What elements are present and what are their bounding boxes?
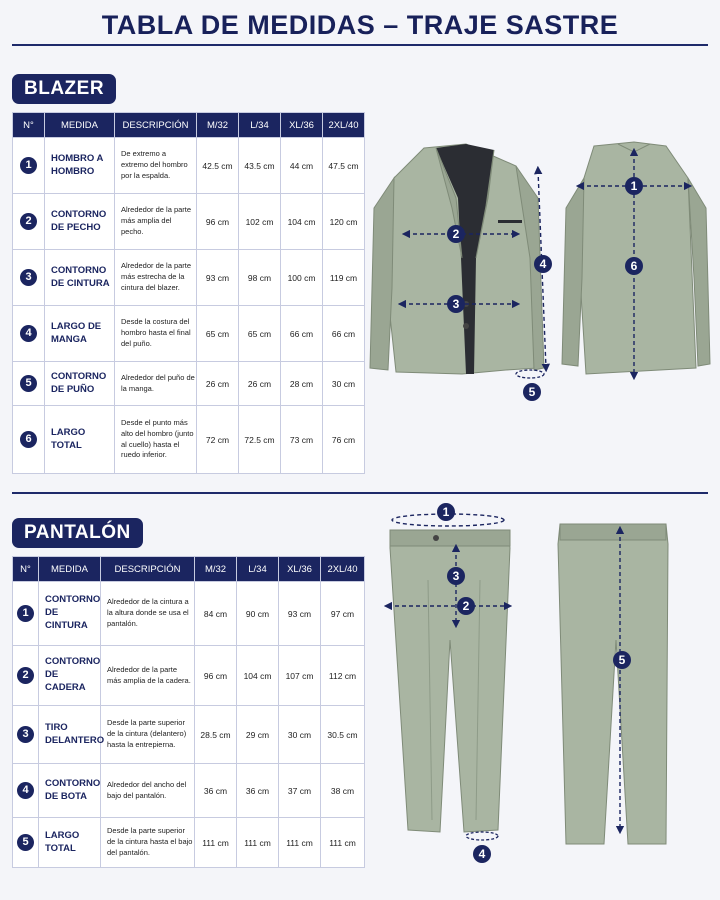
row-number-badge: 4 bbox=[20, 325, 37, 342]
header-number: N° bbox=[13, 557, 39, 582]
row-number-badge: 3 bbox=[20, 269, 37, 286]
header-size-m: M/32 bbox=[195, 557, 237, 582]
size-value: 72 cm bbox=[197, 406, 239, 474]
size-value: 112 cm bbox=[321, 646, 365, 706]
measure-name: CONTORNO DE BOTA bbox=[39, 764, 101, 818]
row-number-cell bbox=[13, 706, 39, 764]
pantalon-size-table bbox=[12, 556, 365, 868]
size-value: 42.5 cm bbox=[197, 138, 239, 194]
row-number-badge: 4 bbox=[17, 782, 34, 799]
size-value: 93 cm bbox=[197, 250, 239, 306]
table-row bbox=[13, 706, 365, 764]
pantalon-diagram bbox=[380, 500, 700, 870]
measure-name: LARGO TOTAL bbox=[45, 406, 115, 474]
size-value: 26 cm bbox=[197, 362, 239, 406]
measure-description: Desde la parte superior de la cintura hasta el bajo del pantalón. bbox=[101, 818, 195, 868]
size-value: 43.5 cm bbox=[239, 138, 281, 194]
size-value: 28.5 cm bbox=[195, 706, 237, 764]
header-descripcion: DESCRIPCIÓN bbox=[115, 113, 197, 138]
row-number-badge: 1 bbox=[20, 157, 37, 174]
size-value: 47.5 cm bbox=[323, 138, 365, 194]
header-size-l: L/34 bbox=[237, 557, 279, 582]
size-value: 38 cm bbox=[321, 764, 365, 818]
measure-description: De extremo a extremo del hombro por la espalda. bbox=[115, 138, 197, 194]
table-row bbox=[13, 406, 365, 474]
svg-text:3: 3 bbox=[452, 569, 460, 583]
size-value: 111 cm bbox=[237, 818, 279, 868]
row-number-cell bbox=[13, 194, 45, 250]
size-value: 72.5 cm bbox=[239, 406, 281, 474]
blazer-diagram bbox=[366, 138, 716, 408]
header-size-2xl: 2XL/40 bbox=[323, 113, 365, 138]
svg-text:3: 3 bbox=[452, 297, 460, 311]
measure-name: LARGO DE MANGA bbox=[45, 306, 115, 362]
size-value: 76 cm bbox=[323, 406, 365, 474]
row-number-badge: 2 bbox=[20, 213, 37, 230]
svg-text:6: 6 bbox=[630, 259, 638, 273]
row-number-cell bbox=[13, 138, 45, 194]
measure-description: Alrededor de la parte más amplia del pecho. bbox=[115, 194, 197, 250]
measure-description: Alrededor de la parte más amplia de la cadera. bbox=[101, 646, 195, 706]
measure-description: Desde el punto más alto del hombro (junto al cuello) hasta el ruedo inferior. bbox=[115, 406, 197, 474]
row-number-cell bbox=[13, 406, 45, 474]
size-value: 104 cm bbox=[281, 194, 323, 250]
measure-name: CONTORNO DE CADERA bbox=[39, 646, 101, 706]
size-value: 30 cm bbox=[279, 706, 321, 764]
size-value: 100 cm bbox=[281, 250, 323, 306]
measure-name: CONTORNO DE CINTURA bbox=[45, 250, 115, 306]
svg-text:4: 4 bbox=[539, 257, 547, 271]
svg-text:2: 2 bbox=[462, 599, 470, 613]
table-row bbox=[13, 764, 365, 818]
row-number-cell bbox=[13, 764, 39, 818]
table-row bbox=[13, 250, 365, 306]
table-row bbox=[13, 306, 365, 362]
size-value: 107 cm bbox=[279, 646, 321, 706]
size-value: 36 cm bbox=[237, 764, 279, 818]
header-size-xl: XL/36 bbox=[281, 113, 323, 138]
header-medida: MEDIDA bbox=[45, 113, 115, 138]
size-value: 111 cm bbox=[279, 818, 321, 868]
size-value: 96 cm bbox=[195, 646, 237, 706]
size-value: 84 cm bbox=[195, 582, 237, 646]
size-value: 97 cm bbox=[321, 582, 365, 646]
measure-description: Alrededor de la cintura a la altura donde se usa el pantalón. bbox=[101, 582, 195, 646]
size-value: 66 cm bbox=[323, 306, 365, 362]
size-value: 98 cm bbox=[239, 250, 281, 306]
size-value: 90 cm bbox=[237, 582, 279, 646]
header-size-m: M/32 bbox=[197, 113, 239, 138]
measure-name: CONTORNO DE PECHO bbox=[45, 194, 115, 250]
table-row bbox=[13, 818, 365, 868]
size-value: 65 cm bbox=[197, 306, 239, 362]
size-value: 73 cm bbox=[281, 406, 323, 474]
header-number: N° bbox=[13, 113, 45, 138]
svg-text:2: 2 bbox=[452, 227, 460, 241]
size-value: 28 cm bbox=[281, 362, 323, 406]
size-value: 96 cm bbox=[197, 194, 239, 250]
size-value: 30 cm bbox=[323, 362, 365, 406]
row-number-badge: 6 bbox=[20, 431, 37, 448]
measure-name: TIRO DELANTERO bbox=[39, 706, 101, 764]
row-number-badge: 1 bbox=[17, 605, 34, 622]
measure-name: CONTORNO DE CINTURA bbox=[39, 582, 101, 646]
header-size-2xl: 2XL/40 bbox=[321, 557, 365, 582]
svg-text:1: 1 bbox=[630, 179, 638, 193]
measure-name: HOMBRO A HOMBRO bbox=[45, 138, 115, 194]
size-value: 37 cm bbox=[279, 764, 321, 818]
row-number-badge: 3 bbox=[17, 726, 34, 743]
measure-name: CONTORNO DE PUÑO bbox=[45, 362, 115, 406]
table-row bbox=[13, 582, 365, 646]
svg-text:5: 5 bbox=[618, 653, 626, 667]
size-value: 111 cm bbox=[195, 818, 237, 868]
measure-description: Desde la costura del hombro hasta el final del puño. bbox=[115, 306, 197, 362]
table-row bbox=[13, 646, 365, 706]
size-value: 120 cm bbox=[323, 194, 365, 250]
row-number-cell bbox=[13, 306, 45, 362]
size-value: 66 cm bbox=[281, 306, 323, 362]
size-value: 119 cm bbox=[323, 250, 365, 306]
row-number-cell bbox=[13, 250, 45, 306]
row-number-badge: 5 bbox=[20, 375, 37, 392]
blazer-section-tag: BLAZER bbox=[12, 74, 116, 104]
measure-description: Desde la parte superior de la cintura (delantero) hasta la entrepierna. bbox=[101, 706, 195, 764]
size-value: 30.5 cm bbox=[321, 706, 365, 764]
row-number-badge: 2 bbox=[17, 667, 34, 684]
title-divider bbox=[12, 44, 708, 46]
row-number-badge: 5 bbox=[17, 834, 34, 851]
size-value: 44 cm bbox=[281, 138, 323, 194]
size-value: 65 cm bbox=[239, 306, 281, 362]
header-descripcion: DESCRIPCIÓN bbox=[101, 557, 195, 582]
section-divider bbox=[12, 492, 708, 494]
table-row bbox=[13, 138, 365, 194]
blazer-front-illustration bbox=[370, 144, 544, 374]
svg-text:1: 1 bbox=[442, 505, 450, 519]
size-value: 102 cm bbox=[239, 194, 281, 250]
row-number-cell bbox=[13, 582, 39, 646]
header-size-xl: XL/36 bbox=[279, 557, 321, 582]
pantalon-back-illustration bbox=[558, 524, 668, 844]
svg-text:4: 4 bbox=[478, 847, 486, 861]
table-row bbox=[13, 194, 365, 250]
row-number-cell bbox=[13, 818, 39, 868]
row-number-cell bbox=[13, 646, 39, 706]
measure-name: LARGO TOTAL bbox=[39, 818, 101, 868]
measure-description: Alrededor de la parte más estrecha de la cintura del blazer. bbox=[115, 250, 197, 306]
size-value: 93 cm bbox=[279, 582, 321, 646]
size-value: 36 cm bbox=[195, 764, 237, 818]
size-value: 111 cm bbox=[321, 818, 365, 868]
row-number-cell bbox=[13, 362, 45, 406]
measure-description: Alrededor del ancho del bajo del pantalón. bbox=[101, 764, 195, 818]
measure-description: Alrededor del puño de la manga. bbox=[115, 362, 197, 406]
header-medida: MEDIDA bbox=[39, 557, 101, 582]
size-value: 104 cm bbox=[237, 646, 279, 706]
size-value: 29 cm bbox=[237, 706, 279, 764]
pantalon-section-tag: PANTALÓN bbox=[12, 518, 143, 548]
page-title: TABLA DE MEDIDAS – TRAJE SASTRE bbox=[101, 10, 619, 40]
size-value: 26 cm bbox=[239, 362, 281, 406]
header-size-l: L/34 bbox=[239, 113, 281, 138]
svg-text:5: 5 bbox=[528, 385, 536, 399]
blazer-size-table bbox=[12, 112, 365, 474]
table-row bbox=[13, 362, 365, 406]
